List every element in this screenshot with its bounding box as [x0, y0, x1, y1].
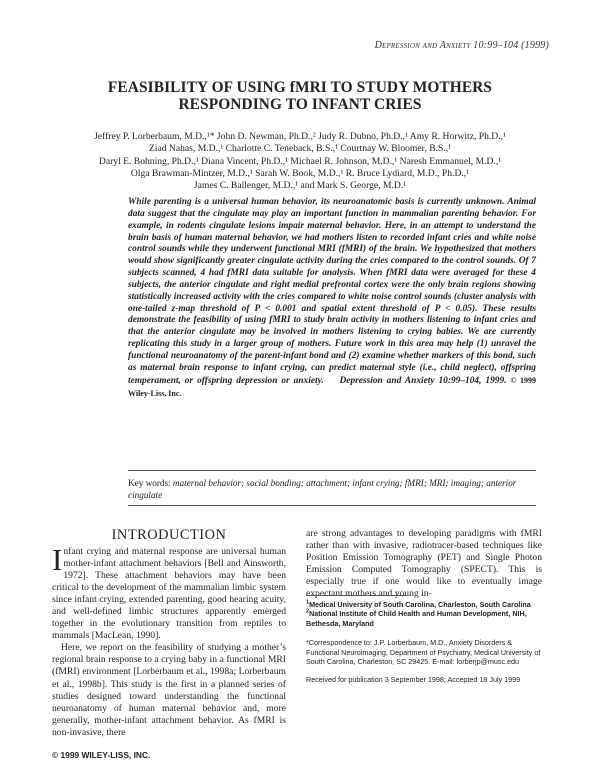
affiliation-2: $^2$National Institute of Child Health and Human Development, NIH, Bethesda, Maryland [306, 609, 527, 628]
affiliation-1-text: Medical University of South Carolina, Charleston, South Carolina [309, 600, 531, 609]
abstract-citation: Depression and Anxiety 10:99–104, 1999. [339, 375, 507, 386]
author-line: Ziad Nahas, M.D.,¹ Charlotte C. Teneback, B.S.,¹ Courtnay W. Bloomer, B.S.,¹ [148, 143, 452, 155]
footnotes [306, 600, 542, 685]
dropcap: I [52, 542, 63, 577]
footnote-rule [306, 595, 406, 596]
keywords [128, 478, 536, 501]
section-heading-introduction: INTRODUCTION [111, 527, 227, 543]
author-line: Daryl E. Bohning, Ph.D.,¹ Diana Vincent, Ph.D.,¹ Michael R. Johnson, M.D.,¹ Naresh Emmanuel, M.D.,¹ [98, 155, 502, 167]
running-head: Depression and Anxiety 10:99–104 (1999) [374, 40, 549, 51]
author-line: Jeffrey P. Lorberbaum, M.D.,¹* John D. Newman, Ph.D.,² Judy R. Dubno, Ph.D.,¹ Amy R. Horwitz, Ph.D.,¹ [94, 131, 506, 142]
keywords-label: Key words: [128, 478, 171, 488]
introduction-left-column [52, 542, 286, 739]
page-footer-copyright: © 1999 WILEY-LISS, INC. [52, 750, 151, 760]
intro-paragraph-2: Here, we report on the feasibility of studying a mother’s regional brain response to a crying baby in a functional MRI (fMRI) environment [Lorberbaum et al., 1998a; Lorberbaum et al., 1998b]. This study is the first in a planned series of studies designed toward understanding the functional neuroanatomy of human maternal behavior and, more generally, mother-infant attachment behavior. As fMRI is non-invasive, there [52, 642, 286, 738]
author-list [40, 131, 560, 192]
abstract [128, 197, 536, 400]
abstract-body: While parenting is a universal human behavior, its neuroanatomic basis is currently unknown. Animal data suggest that the cingulate may play an important function in mammalian parenting behavior. For example, in rodents cingulate lesions impair maternal behavior. Here, in an attempt to understand the brain basis of human maternal behavior, we had mothers listen to recorded infant cries and white noise control sounds while they underwent functional MRI (fMRI) of the brain. We hypothesized that mothers would show significantly greater cingulate activity during the cries compared to the control sounds. Of 7 subjects scanned, 4 had fMRI data suitable for analysis. When fMRI data were averaged for these 4 subjects, the anterior cingulate and right medial prefrontal cortex were the only brain regions showing statistically increased activity with the cries compared to white noise control sounds (cluster analysis with one-tailed z-map threshold of P < 0.001 and spatial extent threshold of P < 0.05). These results demonstrate the feasibility of using fMRI to study brain activity in mothers listening to infant cries and that the anterior cingulate may be involved in mothers listening to crying babies. We are currently replicating this study in a larger group of mothers. Future work in this area may help (1) unravel the functional neuroanatomy of the parent-infant bond and (2) examine whether markers of this bond, such as maternal brain response to infant crying, can predict maternal style (i.e., child neglect), offspring temperament, or offspring depression or anxiety. [128, 197, 536, 386]
affiliation-2-text: National Institute of Child Health and Human Development, NIH, Bethesda, Maryland [306, 609, 527, 628]
keywords-bottom-rule [128, 505, 536, 506]
introduction-right-column [306, 528, 542, 600]
abstract-top-rule [128, 470, 536, 471]
intro-paragraph-continued: are strong advantages to developing paradigms with fMRI rather than with invasive, radiotracer-based techniques like Position Emission Tomography (PET) and Single Photon Emission Computed Tomography (SPECT). This is especially true if one would like to eventually image expectant mothers and young in- [306, 528, 542, 600]
correspondence-note: *Correspondence to: J.P. Lorberbaum, M.D., Anxiety Disorders & Functional Neuroimaging, Department of Psychiatry, Medical University of South Carolina, Charleston, SC 29425. E-mail: lorberjp@musc.edu [306, 638, 541, 667]
keywords-value: maternal behavior; social bonding; attachment; infant crying; fMRI; MRI; imaging; anterior cingulate [128, 478, 517, 500]
article-title [40, 79, 560, 113]
intro-paragraph-1-text: nfant crying and maternal response are universal human mother-infant attachment behaviors [Bell and Ainsworth, 1972]. These attachment behaviors may have been critical to the development of the mammalian limbic system since infant crying, extended parenting, good hearing acuity, and well-defined limbic structures apparently emerged together in the evolutionary transition from reptiles to mammals [MacLean, 1990]. [52, 546, 286, 642]
received-note: Received for publication 3 September 1998; Accepted 18 July 1999 [306, 675, 521, 685]
abstract-copyright: © 1999 Wiley-Liss, Inc. [128, 375, 537, 398]
title-line-2: RESPONDING TO INFANT CRIES [178, 96, 422, 113]
author-line: James C. Ballenger, M.D.,¹ and Mark S. George, M.D.¹ [193, 180, 407, 192]
affiliation-1: $^1$Medical University of South Carolina, Charleston, South Carolina [306, 599, 531, 609]
title-line-1: FEASIBILITY OF USING fMRI TO STUDY MOTHERS [107, 79, 493, 96]
author-line: Olga Brawman-Mintzer, M.D.,¹ Sarah W. Book, M.D.,¹ R. Bruce Lydiard, M.D., Ph.D.,¹ [130, 167, 470, 179]
intro-paragraph-1 [52, 542, 286, 642]
